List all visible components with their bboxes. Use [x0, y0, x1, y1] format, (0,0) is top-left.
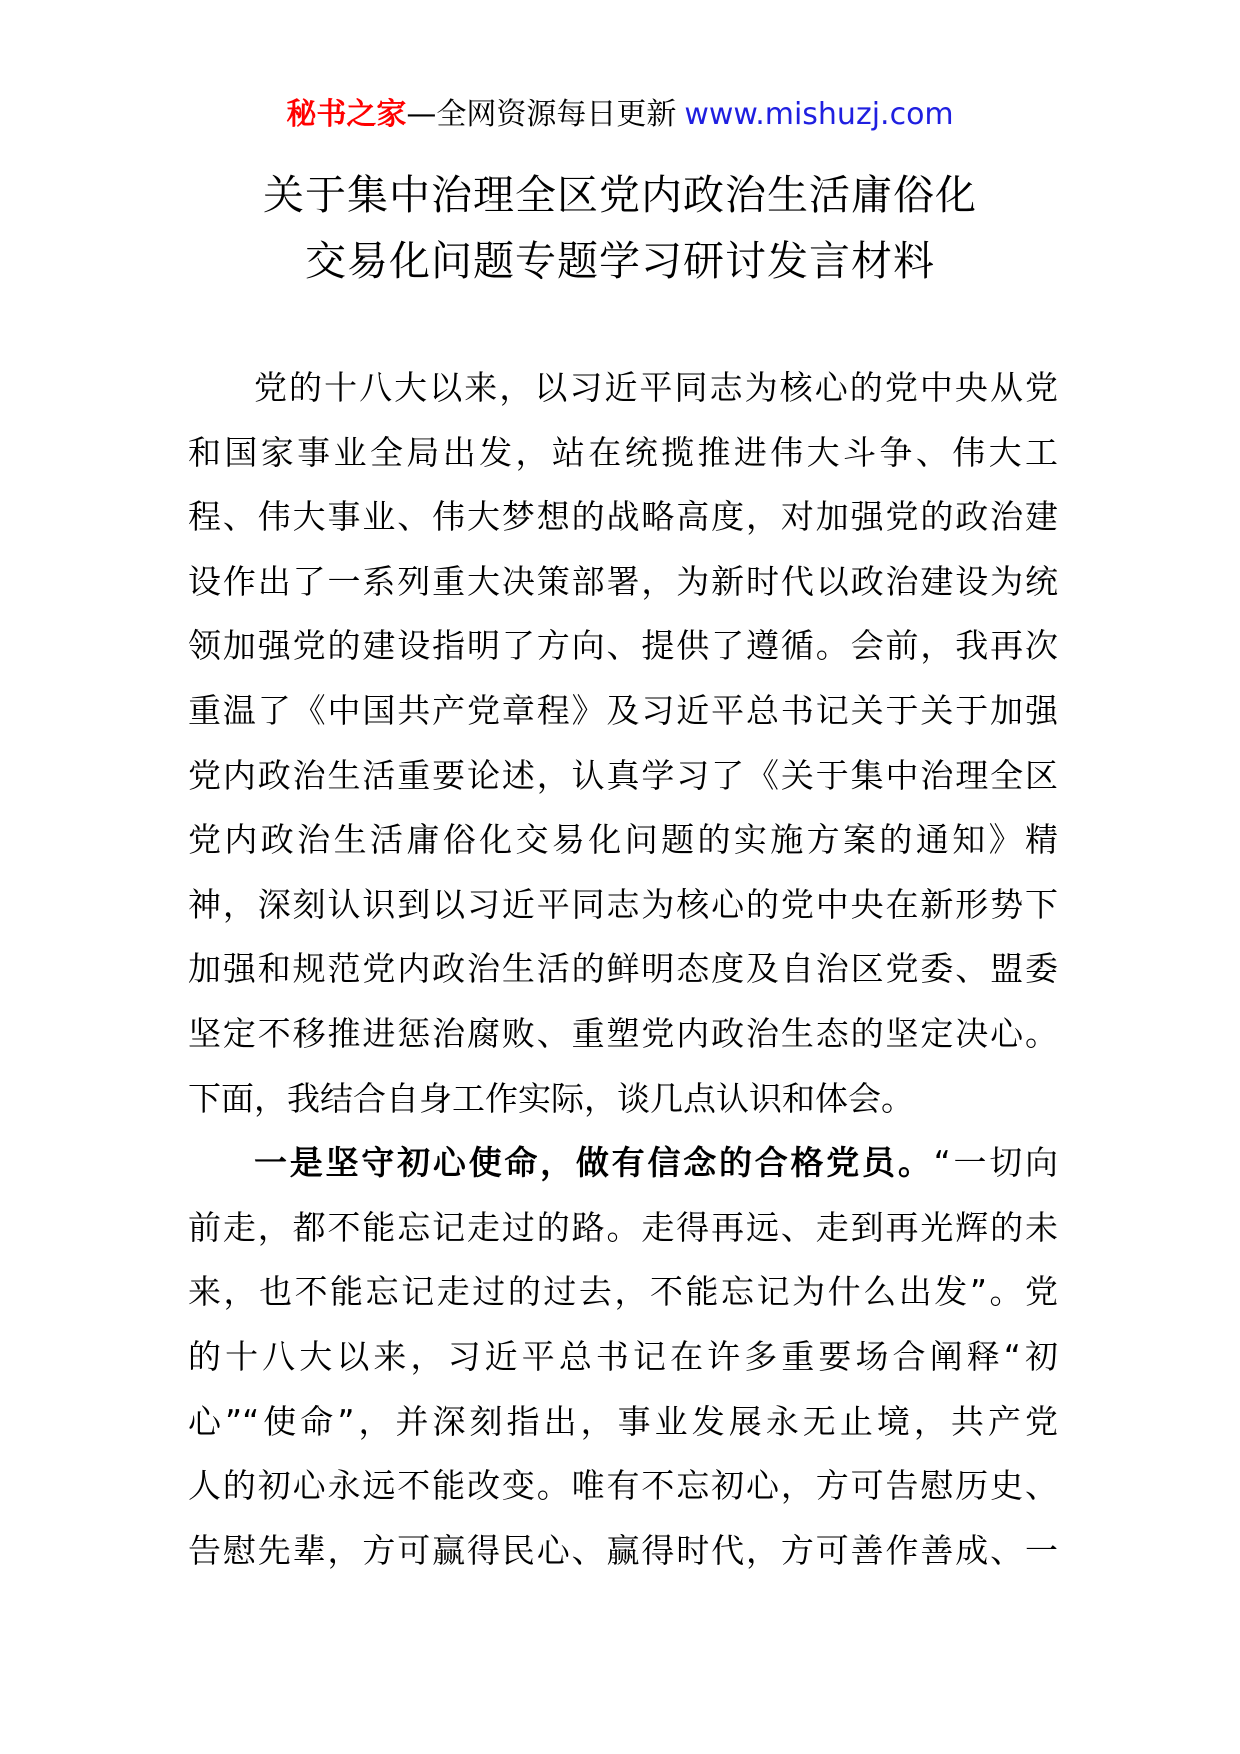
paragraph-line: 党的十八大以来，以习近平同志为核心的党中央从党 [254, 368, 1058, 407]
paragraph-line: 前走，都不能忘记走过的路。走得再远、走到再光辉的未 [188, 1207, 1058, 1247]
paragraph-line: 重温了《中国共产党章程》及习近平总书记关于关于加强 [188, 690, 1058, 730]
point-one-lead-line [188, 1131, 1058, 1196]
paragraph-line: 加强和规范党内政治生活的鲜明态度及自治区党委、盟委 [188, 949, 1058, 989]
site-header [0, 95, 1240, 135]
title-line-2: 交易化问题专题学习研讨发言材料 [305, 237, 935, 285]
paragraph-line: 的十八大以来，习近平总书记在许多重要场合阐释“初 [188, 1336, 1058, 1376]
paragraph-line: 心”“使命”，并深刻指出，事业发展永无止境，共产党 [188, 1401, 1058, 1441]
site-url-link[interactable]: www.mishuzj.com [684, 97, 954, 132]
paragraph-line: 党内政治生活重要论述，认真学习了《关于集中治理全区 [188, 755, 1058, 795]
paragraph-line: 下面，我结合自身工作实际，谈几点认识和体会。 [188, 1078, 914, 1118]
document-body [188, 356, 1058, 1583]
point-one-quote-start: “一切向 [933, 1143, 1058, 1183]
header-tagline: —全网资源每日更新 [406, 97, 677, 132]
paragraph-line: 领加强党的建设指明了方向、提供了遵循。会前，我再次 [188, 626, 1058, 666]
point-one-heading: 一是坚守初心使命，做有信念的合格党员。 [254, 1143, 934, 1183]
paragraph-line: 和国家事业全局出发，站在统揽推进伟大斗争、伟大工 [188, 432, 1058, 472]
paragraph-line: 党内政治生活庸俗化交易化问题的实施方案的通知》精 [188, 820, 1058, 860]
document-title [0, 162, 1240, 294]
paragraph-line: 来，也不能忘记走过的过去，不能忘记为什么出发”。党 [188, 1272, 1058, 1312]
title-line-1: 关于集中治理全区党内政治生活庸俗化 [263, 171, 977, 219]
paragraph-line: 人的初心永远不能改变。唯有不忘初心，方可告慰历史、 [188, 1466, 1058, 1506]
paragraph-line: 神，深刻认识到以习近平同志为核心的党中央在新形势下 [188, 884, 1058, 924]
brand-name: 秘书之家 [286, 97, 407, 132]
paragraph-line: 程、伟大事业、伟大梦想的战略高度，对加强党的政治建 [188, 497, 1058, 537]
paragraph-line: 告慰先辈，方可赢得民心、赢得时代，方可善作善成、一 [188, 1530, 1058, 1570]
paragraph-line: 坚定不移推进惩治腐败、重塑党内政治生态的坚定决心。 [188, 1013, 1058, 1053]
paragraph-line: 设作出了一系列重大决策部署，为新时代以政治建设为统 [188, 561, 1058, 601]
